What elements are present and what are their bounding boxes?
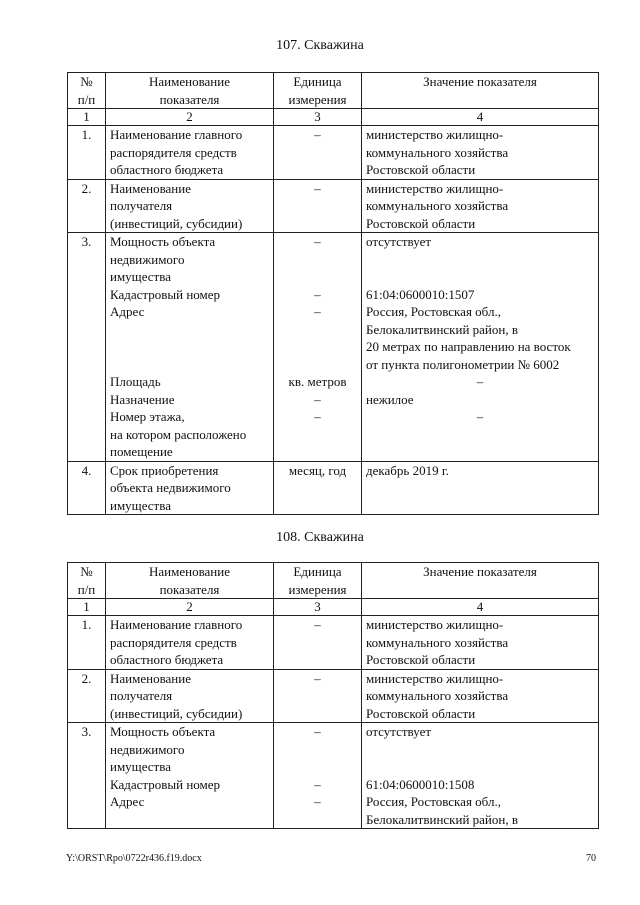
table-row — [68, 179, 599, 233]
row-unit: – — [274, 179, 362, 233]
address-label: Адрес — [110, 304, 145, 319]
cadastre-label: Кадастровый номер — [110, 776, 221, 792]
column-numbers-row — [68, 109, 599, 126]
header-name: Наименование показателя — [106, 73, 274, 109]
row-name: Срок приобретения объекта недвижимого имущества — [106, 461, 274, 515]
row-value: министерство жилищно- коммунального хозяйства Ростовской области — [362, 669, 599, 723]
row-unit: месяц, год — [274, 461, 362, 515]
row-number: 4. — [68, 461, 106, 515]
row-unit: – — [274, 126, 362, 180]
col-number: 1 — [68, 599, 106, 616]
header-unit: Единица измерения — [274, 563, 362, 599]
footer-file-path: Y:\ORST\Rpo\0722r436.f19.docx — [66, 853, 202, 864]
row-value: отсутствует 61:04:0600010:1507 Россия, Ростовская обл., Белокалитвинский район, в 20 метрах по направлению на восток от пункта полигонометрии № 6002 – нежилое – — [362, 233, 599, 462]
row-unit: – — [274, 669, 362, 723]
section-title-108: 108. Скважина — [276, 530, 364, 545]
cadastre-label: Кадастровый номер — [110, 286, 221, 302]
table-107 — [67, 72, 599, 515]
col-number: 3 — [274, 599, 362, 616]
row-number: 2. — [68, 179, 106, 233]
purpose-label: Назначение — [110, 391, 175, 407]
col-number: 2 — [106, 109, 274, 126]
row-number: 3. — [68, 723, 106, 829]
table-row — [68, 616, 599, 670]
row-name: Мощность объекта недвижимого имущества Кадастровый номер Адрес Площадь Назначение Номер этажа, на котором расположено помещение — [106, 233, 274, 462]
row-value: отсутствует 61:04:0600010:1508 Россия, Ростовская обл., Белокалитвинский район, в — [362, 723, 599, 829]
table-row — [68, 126, 599, 180]
column-numbers-row — [68, 599, 599, 616]
row-value: декабрь 2019 г. — [362, 461, 599, 515]
row-name: Наименование главного распорядителя средств областного бюджета — [106, 126, 274, 180]
header-num: № п/п — [68, 73, 106, 109]
row-unit: – – – — [274, 723, 362, 829]
row-unit: – — [274, 616, 362, 670]
row-name: Наименование получателя (инвестиций, субсидии) — [106, 179, 274, 233]
page-number: 70 — [586, 853, 596, 864]
row-name: Наименование получателя (инвестиций, субсидии) — [106, 669, 274, 723]
header-unit: Единица измерения — [274, 73, 362, 109]
row-value: министерство жилищно- коммунального хозяйства Ростовской области — [362, 616, 599, 670]
col-number: 1 — [68, 109, 106, 126]
col-number: 2 — [106, 599, 274, 616]
section-title-107: 107. Скважина — [276, 38, 364, 53]
table-row — [68, 669, 599, 723]
row-number: 1. — [68, 126, 106, 180]
col-number: 4 — [362, 109, 599, 126]
area-label: Площадь — [110, 374, 161, 389]
table-header-row — [68, 563, 599, 599]
row-number: 3. — [68, 233, 106, 462]
row-value: министерство жилищно- коммунального хозяйства Ростовской области — [362, 126, 599, 180]
col-number: 4 — [362, 599, 599, 616]
row-number: 2. — [68, 669, 106, 723]
row-number: 1. — [68, 616, 106, 670]
col-number: 3 — [274, 109, 362, 126]
floor-label: Номер этажа, — [110, 409, 185, 424]
row-name: Мощность объекта недвижимого имущества Кадастровый номер Адрес — [106, 723, 274, 829]
row-name: Наименование главного распорядителя средств областного бюджета — [106, 616, 274, 670]
row-value: министерство жилищно- коммунального хозяйства Ростовской области — [362, 179, 599, 233]
header-value: Значение показателя — [362, 563, 599, 599]
table-row — [68, 723, 599, 829]
table-header-row — [68, 73, 599, 109]
table-row — [68, 461, 599, 515]
address-label: Адрес — [110, 794, 145, 809]
header-num: № п/п — [68, 563, 106, 599]
table-108 — [67, 562, 599, 829]
row-unit: – – – кв. метров – – — [274, 233, 362, 462]
header-name: Наименование показателя — [106, 563, 274, 599]
header-value: Значение показателя — [362, 73, 599, 109]
table-row — [68, 233, 599, 462]
